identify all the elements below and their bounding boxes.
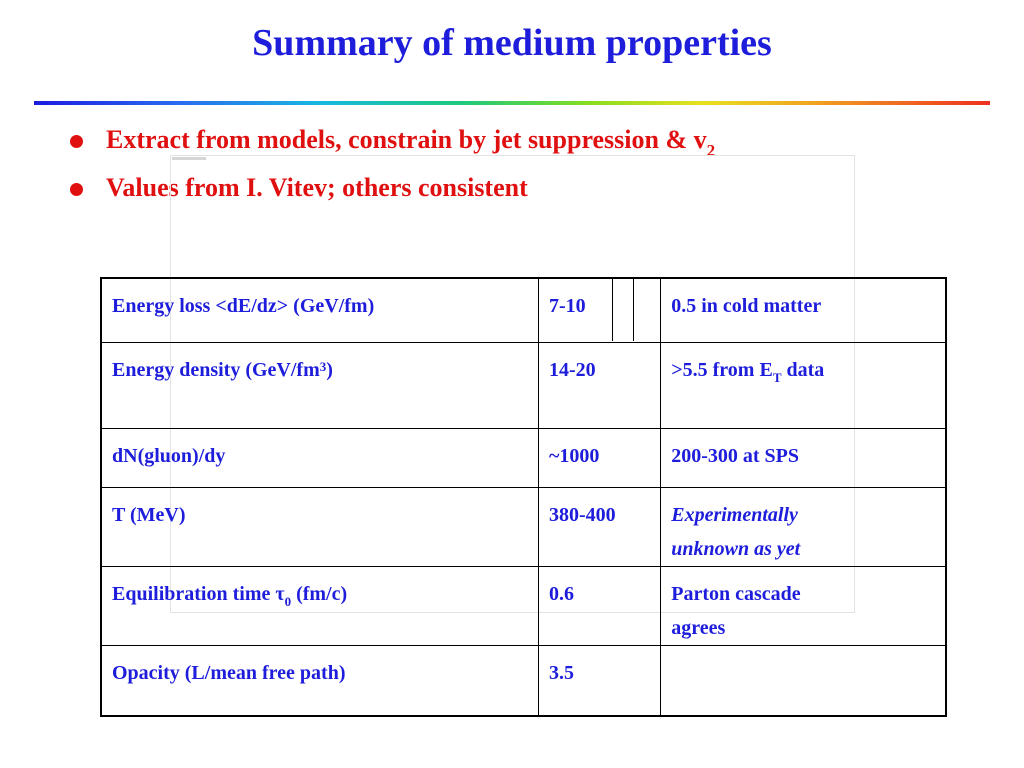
table-row	[101, 278, 946, 342]
medium-properties-table	[100, 277, 947, 717]
bullet-subscript: 2	[706, 141, 716, 160]
param-subscript: 0	[284, 593, 292, 609]
param-text: Equilibration time τ	[112, 582, 285, 605]
param-text: (fm/c)	[291, 582, 348, 605]
note-text: >5.5 from E	[671, 358, 773, 381]
bullet-dot-icon	[70, 183, 83, 196]
note-cell	[661, 342, 946, 428]
param-text: )	[326, 358, 333, 381]
param-text: Energy density (GeV/fm	[112, 358, 320, 381]
param-cell: dN(gluon)/dy	[101, 428, 539, 487]
note-cell: 200-300 at SPS	[661, 428, 946, 487]
note-text: data	[781, 358, 825, 381]
bullet-text: Extract from models, constrain by jet suppression & v	[106, 125, 707, 154]
note-subscript: T	[772, 369, 782, 385]
cell-divider	[612, 278, 634, 341]
note-line: Parton cascade	[671, 582, 801, 605]
value-cell: ~1000	[539, 428, 661, 487]
param-cell	[101, 566, 539, 645]
param-superscript: 3	[319, 358, 327, 374]
note-cell	[661, 487, 946, 566]
title-divider	[34, 101, 990, 105]
note-line: agrees	[671, 616, 726, 639]
param-cell	[101, 342, 539, 428]
slide-title: Summary of medium properties	[252, 22, 772, 64]
param-cell: Opacity (L/mean free path)	[101, 645, 539, 716]
note-cell	[661, 645, 946, 716]
note-line: unknown as yet	[671, 537, 801, 560]
bullet-text: Values from I. Vitev; others consistent	[106, 173, 528, 202]
table-row	[101, 428, 946, 487]
value-cell: 380-400	[539, 487, 661, 566]
table-row	[101, 487, 946, 566]
table-row	[101, 342, 946, 428]
bullet-item	[68, 124, 968, 172]
value-cell	[539, 278, 661, 342]
value-cell: 3.5	[539, 645, 661, 716]
value-cell: 0.6	[539, 566, 661, 645]
table-row	[101, 645, 946, 716]
param-cell: Energy loss <dE/dz> (GeV/fm)	[101, 278, 539, 342]
bullet-dot-icon	[70, 135, 83, 148]
bullet-list	[68, 124, 968, 220]
value-cell: 14-20	[539, 342, 661, 428]
note-cell: 0.5 in cold matter	[661, 278, 946, 342]
bullet-item	[68, 172, 968, 220]
note-cell	[661, 566, 946, 645]
value-text: 7-10	[549, 295, 586, 317]
table-row	[101, 566, 946, 645]
note-line: Experimentally	[671, 503, 798, 526]
param-cell: T (MeV)	[101, 487, 539, 566]
